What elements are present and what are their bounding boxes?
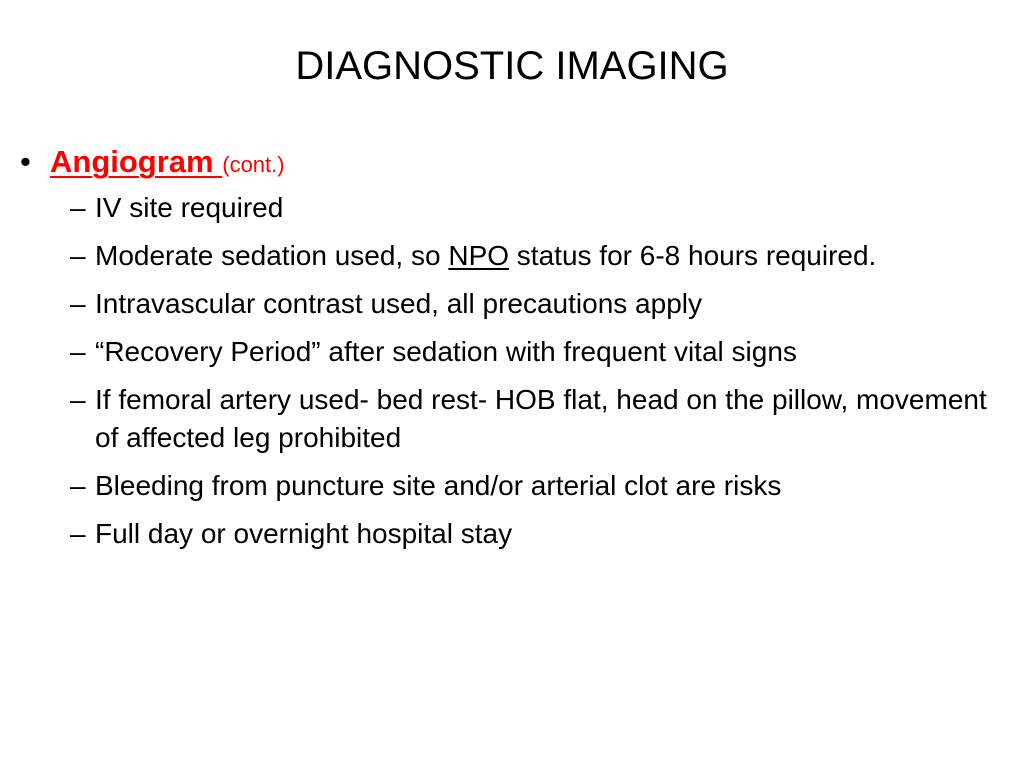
dash-icon: – bbox=[70, 192, 86, 223]
list-item bbox=[20, 467, 1010, 505]
list-item bbox=[20, 237, 1010, 275]
dash-icon: – bbox=[70, 240, 86, 271]
list-item-text: “Recovery Period” after sedation with frequent vital signs bbox=[95, 336, 797, 367]
dash-icon: – bbox=[70, 288, 86, 319]
sub-bullet-list bbox=[20, 189, 1010, 553]
list-item-text: Full day or overnight hospital stay bbox=[95, 518, 513, 549]
list-item-text-after: status for 6-8 hours required. bbox=[509, 240, 877, 271]
dash-icon: – bbox=[70, 470, 86, 501]
bullet-icon: • bbox=[20, 144, 31, 179]
bullet-angiogram bbox=[20, 140, 1010, 187]
list-item bbox=[20, 189, 1010, 227]
heading-angiogram: Angiogram bbox=[50, 144, 214, 179]
slide-content bbox=[20, 140, 1010, 563]
heading-underline-space bbox=[214, 144, 223, 179]
dash-icon: – bbox=[70, 336, 86, 367]
list-item-text-before: Moderate sedation used, so bbox=[95, 240, 449, 271]
list-item-text: IV site required bbox=[95, 192, 284, 223]
list-item bbox=[20, 285, 1010, 323]
list-item-text: Bleeding from puncture site and/or arterial clot are risks bbox=[95, 470, 782, 501]
dash-icon: – bbox=[70, 384, 86, 415]
list-item bbox=[20, 333, 1010, 371]
list-item-text: Intravascular contrast used, all precautions apply bbox=[95, 288, 702, 319]
list-item bbox=[20, 381, 1010, 457]
npo-term: NPO bbox=[448, 240, 510, 271]
list-item-text: If femoral artery used- bed rest- HOB flat, head on the pillow, movement of affected leg prohibited bbox=[95, 384, 987, 453]
slide-title: DIAGNOSTIC IMAGING bbox=[295, 44, 729, 88]
list-item bbox=[20, 515, 1010, 553]
heading-cont-label: (cont.) bbox=[222, 152, 285, 177]
dash-icon: – bbox=[70, 518, 86, 549]
